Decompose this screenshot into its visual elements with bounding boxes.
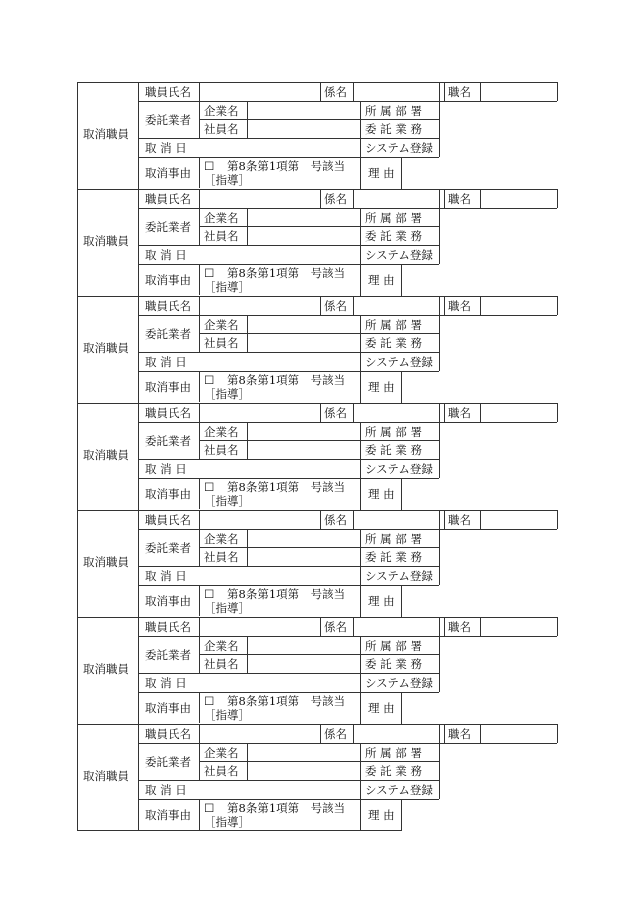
employee-name-label: 社員名	[204, 550, 239, 564]
reason-field[interactable]	[402, 693, 556, 723]
system-registration-field[interactable]	[440, 139, 556, 156]
contract-work-label: 委 託 業 務	[365, 122, 422, 136]
position-field[interactable]	[481, 618, 556, 635]
cancellation-form	[77, 82, 557, 831]
position-label: 職名	[448, 406, 471, 420]
employee-name-field[interactable]	[248, 441, 359, 458]
section-field[interactable]	[354, 618, 443, 635]
company-name-label: 企業名	[204, 318, 239, 332]
system-registration-label: システム登録	[365, 141, 433, 155]
section-field[interactable]	[354, 725, 443, 742]
staff-name-field[interactable]	[200, 725, 319, 742]
guidance-label: ［指導］	[204, 494, 250, 508]
contract-work-field[interactable]	[440, 227, 556, 244]
staff-name-label: 職員氏名	[145, 513, 191, 527]
contractor-label: 委託業者	[145, 541, 191, 555]
section-label: 係名	[324, 620, 347, 634]
staff-cancel-block	[77, 296, 557, 403]
employee-name-label: 社員名	[204, 122, 239, 136]
staff-name-label: 職員氏名	[145, 727, 191, 741]
reason-label: 理 由	[368, 273, 395, 287]
article-text: 第8条第1項第 号該当	[227, 159, 346, 173]
company-name-field[interactable]	[248, 316, 359, 332]
cancel-date-field[interactable]	[200, 353, 359, 370]
staff-name-field[interactable]	[200, 618, 319, 635]
company-name-field[interactable]	[248, 209, 359, 225]
employee-name-field[interactable]	[248, 762, 359, 779]
department-label: 所 属 部 署	[365, 318, 422, 332]
reason-label: 理 由	[368, 701, 395, 715]
cancel-date-field[interactable]	[200, 674, 359, 691]
department-field[interactable]	[440, 744, 556, 760]
company-name-field[interactable]	[248, 102, 359, 118]
section-field[interactable]	[354, 83, 443, 100]
department-label: 所 属 部 署	[365, 746, 422, 760]
section-label: 係名	[324, 299, 347, 313]
contract-work-field[interactable]	[440, 334, 556, 351]
system-registration-label: システム登録	[365, 569, 433, 583]
article-checkbox[interactable]: ☐	[204, 694, 215, 708]
reason-field[interactable]	[402, 800, 556, 830]
staff-name-field[interactable]	[200, 511, 319, 528]
department-label: 所 属 部 署	[365, 425, 422, 439]
article-text: 第8条第1項第 号該当	[227, 480, 346, 494]
cancel-date-label: 取 消 日	[145, 569, 187, 583]
cancel-reason-label: 取消事由	[145, 701, 191, 715]
reason-field[interactable]	[402, 479, 556, 509]
contract-work-label: 委 託 業 務	[365, 550, 422, 564]
contract-work-label: 委 託 業 務	[365, 657, 422, 671]
cancel-date-label: 取 消 日	[145, 355, 187, 369]
contractor-label: 委託業者	[145, 220, 191, 234]
row-header-label: 取消職員	[83, 127, 129, 141]
contract-work-field[interactable]	[440, 120, 556, 137]
section-field[interactable]	[354, 297, 443, 314]
reason-label: 理 由	[368, 594, 395, 608]
reason-label: 理 由	[368, 380, 395, 394]
employee-name-field[interactable]	[248, 227, 359, 244]
row-header-label: 取消職員	[83, 341, 129, 355]
position-label: 職名	[448, 299, 471, 313]
cancel-date-label: 取 消 日	[145, 248, 187, 262]
reason-field[interactable]	[402, 372, 556, 402]
section-label: 係名	[324, 85, 347, 99]
cancel-date-field[interactable]	[200, 567, 359, 584]
contract-work-label: 委 託 業 務	[365, 229, 422, 243]
employee-name-label: 社員名	[204, 229, 239, 243]
cancel-reason-label: 取消事由	[145, 166, 191, 180]
cancel-reason-label: 取消事由	[145, 594, 191, 608]
position-label: 職名	[448, 727, 471, 741]
section-field[interactable]	[354, 511, 443, 528]
row-header-label: 取消職員	[83, 234, 129, 248]
section-label: 係名	[324, 727, 347, 741]
position-field[interactable]	[481, 190, 556, 207]
article-checkbox[interactable]: ☐	[204, 587, 215, 601]
company-name-label: 企業名	[204, 425, 239, 439]
guidance-label: ［指導］	[204, 173, 250, 187]
system-registration-field[interactable]	[440, 460, 556, 477]
employee-name-field[interactable]	[248, 334, 359, 351]
cancel-date-label: 取 消 日	[145, 783, 187, 797]
article-checkbox[interactable]: ☐	[204, 159, 215, 173]
company-name-label: 企業名	[204, 746, 239, 760]
reason-field[interactable]	[402, 158, 556, 188]
staff-cancel-block	[77, 617, 557, 724]
cancel-date-field[interactable]	[200, 139, 359, 156]
company-name-field[interactable]	[248, 423, 359, 439]
system-registration-field[interactable]	[440, 781, 556, 798]
contract-work-label: 委 託 業 務	[365, 336, 422, 350]
department-label: 所 属 部 署	[365, 532, 422, 546]
company-name-field[interactable]	[248, 530, 359, 546]
section-label: 係名	[324, 192, 347, 206]
contractor-label: 委託業者	[145, 434, 191, 448]
article-text: 第8条第1項第 号該当	[227, 373, 346, 387]
position-field[interactable]	[481, 83, 556, 100]
reason-field[interactable]	[402, 586, 556, 616]
cancel-date-label: 取 消 日	[145, 462, 187, 476]
row-header-label: 取消職員	[83, 769, 129, 783]
department-label: 所 属 部 署	[365, 104, 422, 118]
contract-work-label: 委 託 業 務	[365, 443, 422, 457]
cancel-date-field[interactable]	[200, 246, 359, 263]
article-checkbox[interactable]: ☐	[204, 373, 215, 387]
contractor-label: 委託業者	[145, 113, 191, 127]
cancel-reason-label: 取消事由	[145, 808, 191, 822]
system-registration-field[interactable]	[440, 246, 556, 263]
system-registration-field[interactable]	[440, 674, 556, 691]
company-name-field[interactable]	[248, 744, 359, 760]
system-registration-field[interactable]	[440, 567, 556, 584]
row-header-label: 取消職員	[83, 662, 129, 676]
company-name-field[interactable]	[248, 637, 359, 653]
cancel-date-label: 取 消 日	[145, 676, 187, 690]
contract-work-field[interactable]	[440, 441, 556, 458]
cancel-reason-label: 取消事由	[145, 273, 191, 287]
row-header-label: 取消職員	[83, 555, 129, 569]
reason-label: 理 由	[368, 166, 395, 180]
contract-work-label: 委 託 業 務	[365, 764, 422, 778]
staff-cancel-block	[77, 189, 557, 296]
position-label: 職名	[448, 620, 471, 634]
company-name-label: 企業名	[204, 639, 239, 653]
cancel-date-field[interactable]	[200, 460, 359, 477]
system-registration-label: システム登録	[365, 783, 433, 797]
reason-label: 理 由	[368, 808, 395, 822]
article-checkbox[interactable]: ☐	[204, 266, 215, 280]
department-field[interactable]	[440, 637, 556, 653]
staff-name-field[interactable]	[200, 404, 319, 421]
employee-name-label: 社員名	[204, 336, 239, 350]
reason-field[interactable]	[402, 265, 556, 295]
system-registration-label: システム登録	[365, 676, 433, 690]
staff-name-label: 職員氏名	[145, 299, 191, 313]
guidance-label: ［指導］	[204, 601, 250, 615]
article-text: 第8条第1項第 号該当	[227, 694, 346, 708]
staff-cancel-block	[77, 724, 557, 831]
contract-work-field[interactable]	[440, 655, 556, 672]
position-label: 職名	[448, 192, 471, 206]
staff-cancel-block	[77, 510, 557, 617]
position-field[interactable]	[481, 725, 556, 742]
article-checkbox[interactable]: ☐	[204, 801, 215, 815]
reason-label: 理 由	[368, 487, 395, 501]
row-header-label: 取消職員	[83, 448, 129, 462]
department-field[interactable]	[440, 316, 556, 332]
article-text: 第8条第1項第 号該当	[227, 587, 346, 601]
article-checkbox[interactable]: ☐	[204, 480, 215, 494]
department-field[interactable]	[440, 102, 556, 118]
cancel-reason-label: 取消事由	[145, 380, 191, 394]
staff-name-label: 職員氏名	[145, 192, 191, 206]
position-field[interactable]	[481, 297, 556, 314]
department-label: 所 属 部 署	[365, 639, 422, 653]
department-field[interactable]	[440, 530, 556, 546]
position-field[interactable]	[481, 511, 556, 528]
article-text: 第8条第1項第 号該当	[227, 801, 346, 815]
section-label: 係名	[324, 406, 347, 420]
company-name-label: 企業名	[204, 211, 239, 225]
section-field[interactable]	[354, 190, 443, 207]
contractor-label: 委託業者	[145, 755, 191, 769]
position-field[interactable]	[481, 404, 556, 421]
contractor-label: 委託業者	[145, 648, 191, 662]
staff-cancel-block	[77, 403, 557, 510]
guidance-label: ［指導］	[204, 280, 250, 294]
department-field[interactable]	[440, 209, 556, 225]
employee-name-field[interactable]	[248, 548, 359, 565]
system-registration-label: システム登録	[365, 462, 433, 476]
staff-name-label: 職員氏名	[145, 620, 191, 634]
cancel-date-label: 取 消 日	[145, 141, 187, 155]
staff-name-field[interactable]	[200, 83, 319, 100]
employee-name-label: 社員名	[204, 443, 239, 457]
system-registration-field[interactable]	[440, 353, 556, 370]
staff-name-label: 職員氏名	[145, 406, 191, 420]
department-field[interactable]	[440, 423, 556, 439]
staff-cancel-block	[77, 82, 557, 189]
article-text: 第8条第1項第 号該当	[227, 266, 346, 280]
position-label: 職名	[448, 85, 471, 99]
staff-name-label: 職員氏名	[145, 85, 191, 99]
contractor-label: 委託業者	[145, 327, 191, 341]
system-registration-label: システム登録	[365, 248, 433, 262]
company-name-label: 企業名	[204, 532, 239, 546]
position-label: 職名	[448, 513, 471, 527]
guidance-label: ［指導］	[204, 708, 250, 722]
section-field[interactable]	[354, 404, 443, 421]
employee-name-field[interactable]	[248, 120, 359, 137]
employee-name-field[interactable]	[248, 655, 359, 672]
staff-name-field[interactable]	[200, 190, 319, 207]
employee-name-label: 社員名	[204, 657, 239, 671]
system-registration-label: システム登録	[365, 355, 433, 369]
cancel-reason-label: 取消事由	[145, 487, 191, 501]
company-name-label: 企業名	[204, 104, 239, 118]
section-label: 係名	[324, 513, 347, 527]
guidance-label: ［指導］	[204, 815, 250, 829]
contract-work-field[interactable]	[440, 762, 556, 779]
department-label: 所 属 部 署	[365, 211, 422, 225]
cancel-date-field[interactable]	[200, 781, 359, 798]
contract-work-field[interactable]	[440, 548, 556, 565]
staff-name-field[interactable]	[200, 297, 319, 314]
guidance-label: ［指導］	[204, 387, 250, 401]
employee-name-label: 社員名	[204, 764, 239, 778]
